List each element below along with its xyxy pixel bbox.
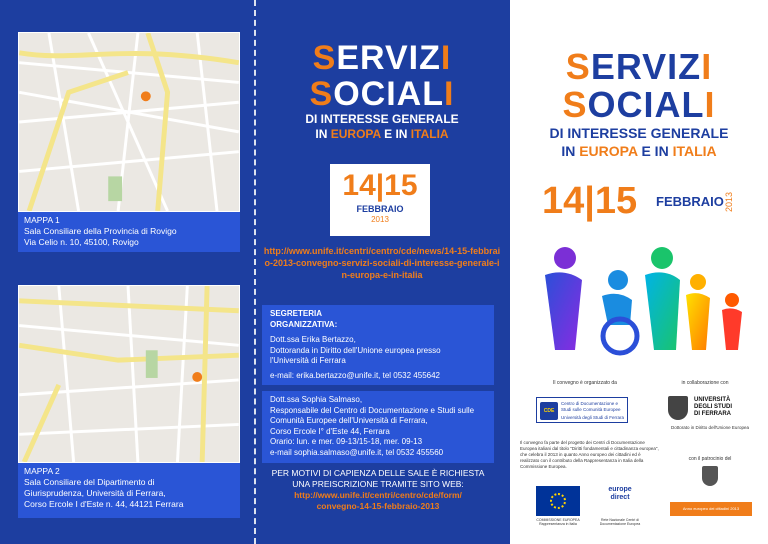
map2-line3: Corso Ercole I d'Este n. 44, 44121 Ferrara: [24, 499, 184, 509]
right-title-cap2: S: [562, 84, 588, 125]
europe-direct-line2: direct: [610, 494, 630, 501]
salmaso-p2: Responsabile del Centro di Documentazione e Studi sulle: [270, 405, 475, 415]
mid-title-end1: I: [440, 39, 452, 77]
mid-title-cap1: S: [312, 39, 337, 77]
eu-stars-icon: [550, 493, 566, 509]
cde-emblem-icon: CDE: [540, 402, 558, 420]
right-in: IN: [561, 143, 576, 159]
right-title-line1: [510, 48, 768, 86]
mid-subtitle2: [254, 127, 510, 142]
rete-label: Rete Nazionale Centri di Documentazione Europea: [599, 518, 641, 526]
right-e-in: E IN: [641, 143, 669, 159]
mid-date-year: 2013: [371, 215, 389, 224]
segreteria-p1: Dott.ssa Erika Bertazzo,: [270, 335, 356, 344]
registration-notice: [262, 468, 494, 512]
salmaso-p5: Orario: lun. e mer. 09-13/15-18, mer. 09-13: [270, 437, 423, 446]
map1-caption: [18, 212, 240, 252]
europe-direct-logo: [598, 486, 642, 516]
map2-title: MAPPA 2: [24, 466, 60, 476]
right-title-line2: [510, 86, 768, 124]
map-rovigo[interactable]: [18, 32, 240, 212]
right-italia: ITALIA: [672, 143, 717, 159]
mid-date-days: 14|15: [342, 169, 418, 202]
right-title-cap1: S: [565, 46, 591, 87]
map1-title: MAPPA 1: [24, 215, 60, 225]
right-subtitle: DI INTERESSE GENERALE: [549, 125, 729, 141]
mid-title-line2: [254, 76, 510, 112]
project-note: Il convegno fa parte del progetto dei Centri di Documentazione Europea italiani dal titolo "Diritti fondamentali e cittadinanza europea", che celebra il 2013 in quanto Anno europeo dei cittadini ed è realizzato con il contributo della Rappresentanza in Italia della Commissione Europea.: [520, 440, 659, 469]
right-title-block: [510, 48, 768, 160]
salmaso-p4: Corso Ercole I° d'Este 44, Ferrara: [270, 426, 390, 436]
commissione-label: COMMISSIONE EUROPEA Rappresentanza in Italia: [536, 518, 580, 526]
cde-logo: [536, 397, 628, 423]
mid-in: IN: [315, 127, 328, 141]
unife-line2: DEGLI STUDI: [694, 404, 733, 410]
map-ferrara[interactable]: [18, 285, 240, 463]
mid-italia: ITALIA: [410, 127, 449, 141]
anno-europeo-logo: Anno europeo dei cittadini 2013: [670, 502, 752, 516]
europe-direct-line1: europe: [608, 486, 632, 493]
salmaso-p3: Comunità Europee dell'Università di Ferrara,: [270, 416, 428, 425]
right-date-days: 14|15: [542, 180, 638, 222]
segreteria-box: [262, 305, 494, 385]
unife-logo: [694, 397, 732, 418]
map-ferrara-graphic: [19, 286, 239, 462]
right-title-end2: I: [704, 84, 716, 125]
segreteria-heading2: ORGANIZZATIVA:: [270, 319, 338, 329]
map1-line2: Via Celio n. 10, 45100, Rovigo: [24, 237, 139, 247]
segreteria-p2: Dottoranda in Diritto dell'Unione europea presso: [270, 345, 441, 355]
mid-europa: EUROPA: [330, 127, 381, 141]
salmaso-p1: Dott.ssa Sophia Salmaso,: [270, 395, 363, 404]
collaboration-label: in collaborazione con: [681, 380, 729, 386]
mid-title-line1: [254, 40, 510, 76]
salmaso-box: [262, 391, 494, 463]
unife-line3: DI FERRARA: [694, 411, 731, 417]
map2-caption: [18, 463, 240, 518]
salmaso-email[interactable]: e-mail sophia.salmaso@unife.it, tel 0532 455560: [270, 447, 444, 457]
mid-subtitle: DI INTERESSE GENERALE: [305, 112, 459, 126]
mid-e-in: E IN: [384, 127, 408, 141]
mid-title-rest2: OCIAL: [333, 75, 444, 113]
segreteria-p3: l'Università di Ferrara: [270, 356, 346, 365]
cde-name: Centro di Documentazione e Studi sulle Comunità Europee: [561, 401, 621, 412]
right-date: [542, 180, 752, 230]
ferrara-crest-icon: [668, 396, 688, 420]
mid-title-end2: I: [444, 75, 455, 113]
segreteria-email[interactable]: e-mail: erika.bertazzo@unife.it, tel 0532 455642: [270, 370, 440, 380]
mid-title-cap2: S: [309, 75, 334, 113]
right-subtitle2: [510, 142, 768, 160]
comune-crest-icon: [702, 466, 718, 486]
map1-line1: Sala Consiliare della Provincia di Rovigo: [24, 226, 177, 236]
people-illustration: [520, 240, 760, 360]
eu-flag-icon: [536, 486, 580, 516]
right-date-month: FEBBRAIO: [656, 194, 724, 209]
notice-line2: UNA PREISCRIZIONE TRAMITE SITO WEB:: [292, 479, 464, 489]
notice-line1: PER MOTIVI DI CAPIENZA DELLE SALE È RICHIESTA: [271, 468, 485, 478]
right-title-rest2: OCIAL: [587, 84, 705, 125]
right-europa: EUROPA: [579, 143, 638, 159]
mid-date-month: FEBBRAIO: [356, 204, 404, 214]
dottorato-label: Dottorato in Diritto dell'Unione Europea: [671, 425, 749, 430]
mid-date-box: [330, 164, 430, 236]
mid-title-rest1: ERVIZ: [336, 39, 441, 77]
map-rovigo-graphic: [19, 33, 239, 211]
news-link[interactable]: http://www.unife.it/centri/centro/cde/news/14-15-febbraio-2013-convegno-servizi-sociali-di-interesse-generale-in-europa-e-in-italia: [263, 246, 501, 280]
map2-line1: Sala Consiliare del Dipartimento di: [24, 477, 155, 487]
cde-univ: Università degli Studi di Ferrara: [561, 415, 625, 420]
notice-link1[interactable]: http://www.unife.it/centri/centro/cde/form/: [294, 490, 462, 500]
organized-by-label: Il convegno è organizzato da: [553, 380, 617, 386]
right-title-rest1: ERVIZ: [590, 46, 702, 87]
segreteria-heading1: SEGRETERIA: [270, 309, 323, 318]
notice-link2[interactable]: convegno-14-15-febbraio-2013: [316, 501, 440, 511]
right-date-year: 2013: [724, 191, 734, 212]
patrocinio-label: con il patrocinio del: [688, 456, 732, 462]
right-title-end1: I: [701, 46, 713, 87]
map2-line2: Giurisprudenza, Università di Ferrara,: [24, 488, 166, 498]
mid-title-block: [254, 40, 510, 142]
unife-line1: UNIVERSITÀ: [694, 397, 731, 403]
